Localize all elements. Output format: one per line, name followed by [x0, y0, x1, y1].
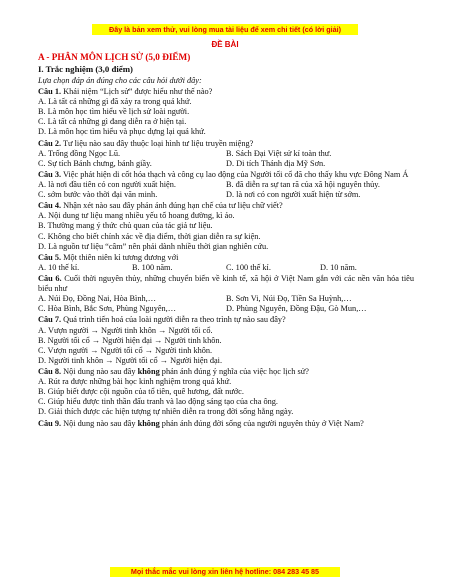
option-b: B. đã diễn ra sự tan rã của xã hội nguyên thủy.	[226, 180, 380, 190]
option-d: D. Người tinh khôn → Người tối cổ → Người hiện đại.	[38, 355, 223, 365]
preview-banner: Đây là bản xem thử, vui lòng mua tài liệu để xem chi tiết (có lời giải)	[92, 24, 358, 35]
option-a: A. Trống đồng Ngọc Lũ.	[38, 148, 121, 158]
question-9	[38, 419, 414, 429]
option-a: A. 10 thế kỉ.	[38, 262, 80, 272]
question-number: Câu 7.	[38, 315, 62, 325]
option-c: C. Sự tích Bánh chưng, bánh giầy.	[38, 158, 152, 168]
question-text: Một thiên niên kỉ tương đương với	[61, 252, 179, 262]
option-b: B. Sách Đại Việt sử kí toàn thư.	[226, 148, 332, 158]
section-heading: A - PHÂN MÔN LỊCH SỬ (5,0 ĐIỂM)	[38, 52, 191, 62]
question-text: Quá trình tiến hoá của loài người diễn ra theo trình tự nào sau đây?	[61, 315, 286, 325]
question-text: phản ánh đúng đời sống của người nguyên thủy ở Việt Nam?	[159, 418, 364, 428]
option-a: A. Vượn người → Người tinh khôn → Người tối cổ.	[38, 325, 213, 335]
option-d: D. là nơi có con người xuất hiện từ sớm.	[226, 190, 361, 200]
instruction-text: Lựa chọn đáp án đúng cho các câu hỏi dưới đây:	[38, 75, 202, 85]
question-2	[38, 139, 414, 149]
question-7	[38, 315, 414, 325]
option-c: C. Giúp hiểu được tinh thần đấu tranh và lao động sáng tạo của cha ông.	[38, 397, 278, 407]
question-8	[38, 367, 414, 377]
option-c: C. sớm bước vào thời đại văn minh.	[38, 190, 158, 200]
option-b: B. Người tối cổ → Người hiện đại → Người tinh khôn.	[38, 335, 222, 345]
option-a: A. Là tất cả những gì đã xảy ra trong quá khứ.	[38, 97, 192, 107]
question-text: Nội dung nào sau đây	[61, 367, 138, 376]
question-3	[38, 170, 414, 180]
question-number: Câu 2.	[38, 138, 62, 148]
part-heading: I. Trắc nghiệm (3,0 điểm)	[38, 64, 133, 75]
question-number: Câu 6.	[38, 274, 62, 284]
question-1	[38, 87, 414, 97]
options-row	[38, 304, 414, 314]
question-number: Câu 5.	[38, 252, 62, 262]
option-c: C. 100 thế kỉ.	[226, 262, 271, 272]
option-d: D. Di tích Thánh địa Mỹ Sơn.	[226, 158, 326, 168]
question-number: Câu 8.	[38, 367, 62, 376]
option-c: C. Vượn người → Người tối cổ → Người tinh khôn.	[38, 345, 213, 355]
question-text: Nhận xét nào sau đây phản ánh đúng hạn chế của tư liệu chữ viết?	[61, 201, 283, 211]
option-d: D. 10 năm.	[320, 262, 357, 272]
question-text: Tư liệu nào sau đây thuộc loại hình tư liệu truyền miệng?	[61, 138, 254, 148]
question-6	[38, 274, 414, 294]
question-text: Nội dung nào sau đây	[61, 418, 138, 428]
options-row	[38, 294, 414, 304]
question-number: Câu 4.	[38, 201, 62, 211]
question-text: Khái niệm “Lịch sử” được hiểu như thế nào?	[61, 87, 213, 97]
option-b: B. Là môn học tìm hiểu về lịch sử loài người.	[38, 107, 190, 117]
option-a: A. Rút ra được những bài học kinh nghiệm trong quá khứ.	[38, 377, 232, 387]
question-number: Câu 3.	[38, 169, 62, 179]
option-a: A. Núi Đọ, Đồng Nai, Hòa Bình,…	[38, 294, 156, 304]
question-text: phản ánh đúng ý nghĩa của việc học lịch sử?	[159, 367, 309, 376]
question-5	[38, 253, 414, 263]
option-d: D. Là môn học tìm hiểu và phục dựng lại quá khứ.	[38, 127, 206, 137]
document-title: ĐỀ BÀI	[211, 40, 239, 49]
question-number: Câu 1.	[38, 87, 62, 97]
question-text: Việc phát hiện di cốt hóa thạch và công cụ lao động của Người tối cổ đã cho thấy khu vực Đông Nam Á	[61, 169, 409, 179]
document-content	[38, 52, 414, 429]
option-c: C. Là tất cả những gì đang diễn ra ở hiện tại.	[38, 117, 187, 127]
question-emphasis: không	[137, 418, 160, 428]
option-a: A. Nội dung tư liệu mang nhiều yếu tố hoang đường, kì ảo.	[38, 211, 235, 221]
option-b: B. Sơn Vi, Núi Đọ, Tiền Sa Huỳnh,…	[226, 294, 352, 304]
question-emphasis: không	[137, 367, 160, 376]
option-a: A. là nơi đầu tiên có con người xuất hiện.	[38, 180, 176, 190]
option-c: C. Không cho biết chính xác về địa điểm, thời gian diễn ra sự kiện.	[38, 231, 261, 241]
option-d: D. Phùng Nguyên, Đồng Đậu, Gò Mun,…	[226, 304, 367, 314]
question-4	[38, 201, 414, 211]
options-row	[38, 159, 414, 169]
question-number: Câu 9.	[38, 418, 62, 428]
option-b: B. Giúp biết được cội nguồn của tổ tiên, quê hương, đất nước.	[38, 387, 244, 397]
option-d: D. Giải thích được các hiện tượng tự nhiên diễn ra trong đời sống hằng ngày.	[38, 407, 294, 417]
option-d: D. Là nguồn tư liệu “câm” nên phải dành nhiều thời gian nghiên cứu.	[38, 241, 269, 251]
question-text: Cuối thời nguyên thủy, những chuyển biến về kinh tế, xã hội ở Việt Nam gắn với các nền văn hóa tiêu biểu như	[38, 274, 415, 294]
hotline-footer: Mọi thắc mắc vui lòng xin liên hệ hotline: 084 283 45 85	[110, 567, 340, 577]
options-row	[38, 180, 414, 190]
options-row	[38, 263, 414, 273]
options-row	[38, 149, 414, 159]
option-c: C. Hòa Bình, Bắc Sơn, Phùng Nguyên,…	[38, 304, 177, 314]
options-row	[38, 190, 414, 200]
option-b: B. 100 năm.	[132, 262, 173, 272]
option-b: B. Thường mang ý thức chủ quan của tác giả tư liệu.	[38, 221, 213, 231]
